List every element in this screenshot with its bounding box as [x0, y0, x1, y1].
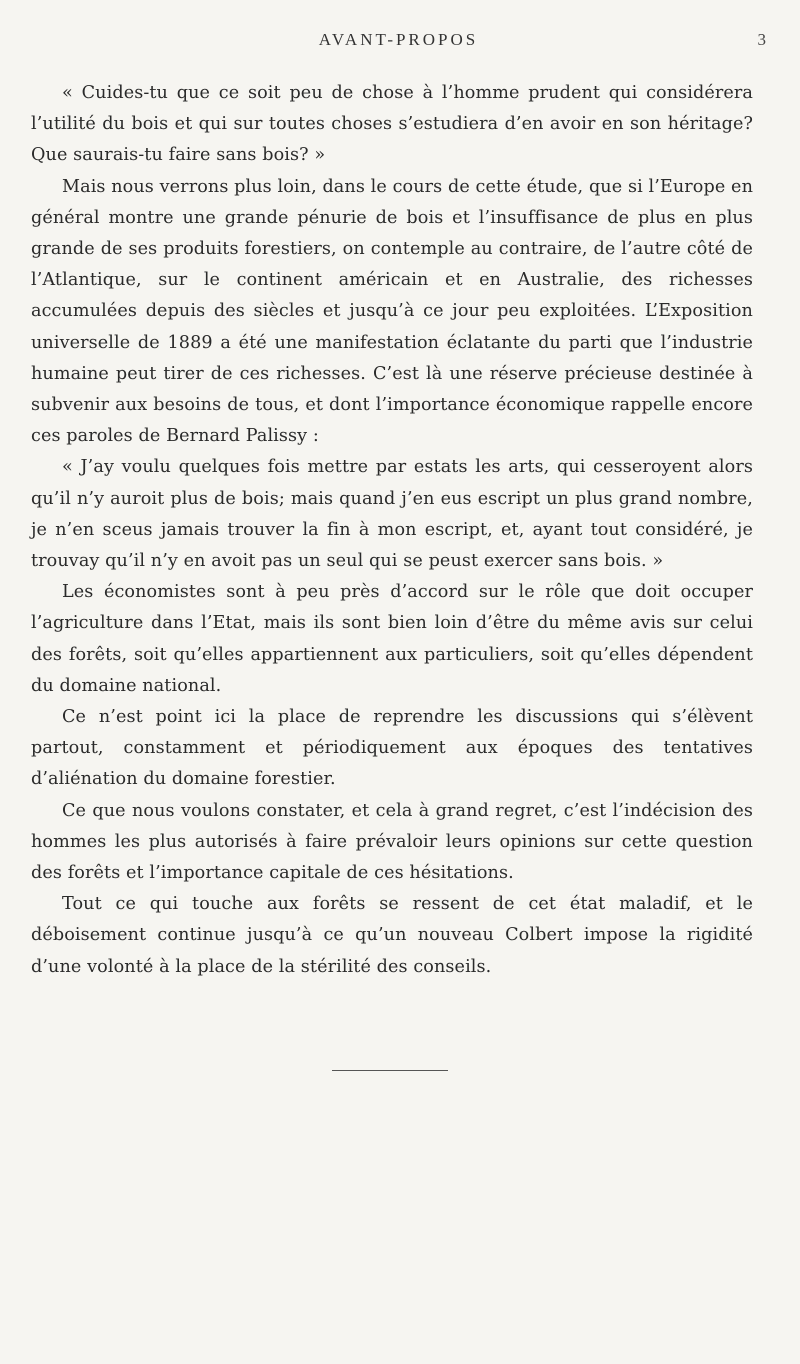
paragraph-quote-1: « Cuides-tu que ce soit peu de chose à l’homme prudent qui considérera l’utilité du bois et qui sur toutes choses s’estudiera d’en avoir en son héritage? Que saurais-tu faire sans bois? » [31, 83, 753, 166]
body-text [31, 78, 753, 983]
end-rule [332, 1070, 448, 1071]
running-head: AVANT-PROPOS [318, 30, 479, 49]
paragraph-economists: Les économistes sont à peu près d’accord sur le rôle que doit occuper l’agriculture dans l’Etat, mais ils sont bien loin d’être du même avis sur celui des forêts, soit qu’elles appartiennent aux particuliers, soit qu’elles dépendent du domaine national. [31, 582, 753, 696]
paragraph-europe-forests: Mais nous verrons plus loin, dans le cours de cette étude, que si l’Europe en général montre une grande pénurie de bois et l’insuffisance de plus en plus grande de ses produits forestiers, on contemple au contraire, de l’autre côté de l’Atlantique, sur le continent américain et en Australie, des richesses accumulées depuis des siècles et jusqu’à ce jour peu exploitées. L’Exposition universelle de 1889 a été une manifestation éclatante du parti que l’industrie humaine peut tirer de ces richesses. C’est là une réserve précieuse destinée à subvenir aux besoins de tous, et dont l’importance économique rappelle encore ces paroles de Bernard Palissy : [31, 176, 753, 447]
page-number: 3 [757, 30, 766, 49]
page-header [31, 30, 766, 56]
paragraph-indecision: Ce que nous voulons constater, et cela à grand regret, c’est l’indécision des hommes les plus autorisés à faire prévaloir leurs opinions sur cette question des forêts et l’importance capitale de ces hésitations. [31, 800, 753, 884]
paragraph-deforestation: Tout ce qui touche aux forêts se ressent de cet état maladif, et le déboisement continue jusqu’à ce qu’un nouveau Colbert impose la rigidité d’une volonté à la place de la stérilité des conseils. [31, 894, 753, 977]
paragraph-discussions: Ce n’est point ici la place de reprendre les discussions qui s’élèvent partout, constamment et périodiquement aux époques des tentatives d’aliénation du domaine forestier. [31, 707, 753, 790]
paragraph-palissy-quote: « J’ay voulu quelques fois mettre par estats les arts, qui cesseroyent alors qu’il n’y auroit plus de bois; mais quand j’en eus escript un plus grand nombre, je n’en sceus jamais trouver la fin à mon escript, et, ayant tout considéré, je trouvay qu’il n’y en avoit pas un seul qui se peust exercer sans bois. » [31, 457, 753, 572]
